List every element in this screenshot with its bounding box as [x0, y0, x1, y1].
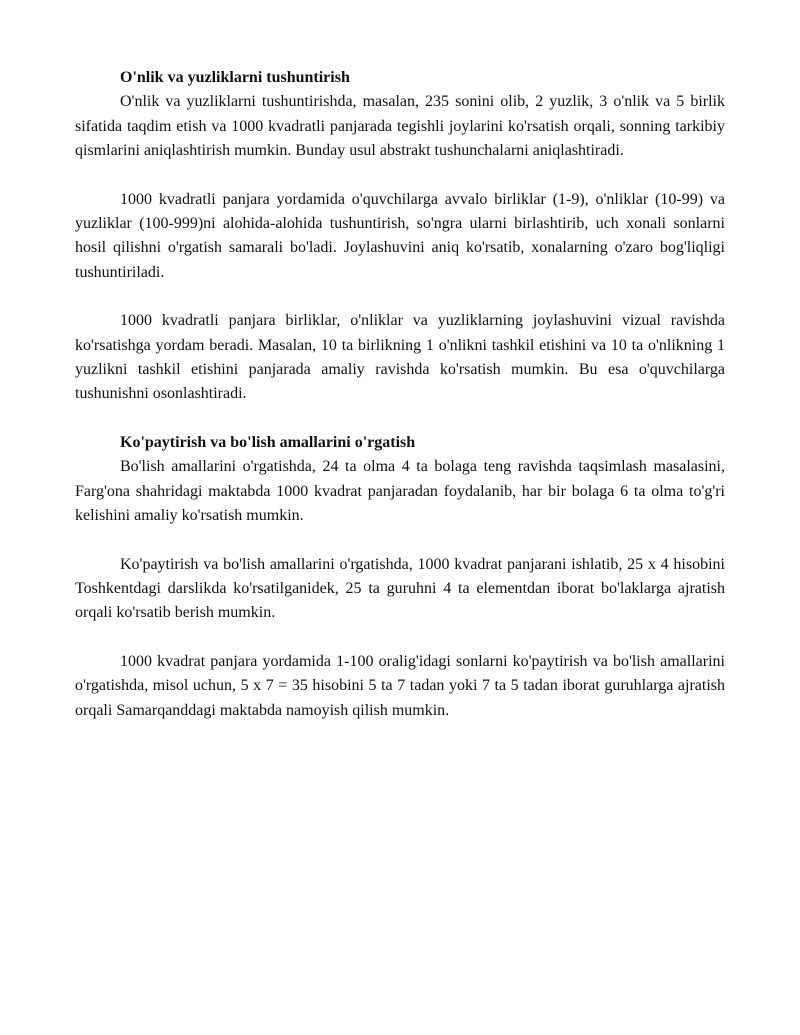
paragraph-place-value-3: 1000 kvadratli panjara birliklar, o'nliklar va yuzliklarning joylashuvini vizual ravishda ko'rsatishga yordam beradi. Masalan, 10 ta birlikning 1 o'nlikni tashkil etishini va 10 ta o'nlikning 1 yuzlikni tashkil etishini panjarada amaliy ravishda ko'rsatish mumkin. Bu esa o'quvchilarga tushunishni osonlashtiradi. — [75, 312, 725, 403]
document-body — [75, 66, 725, 723]
section-heading-place-value: O'nlik va yuzliklarni tushuntirish — [120, 69, 350, 86]
paragraph-place-value-2: 1000 kvadratli panjara yordamida o'quvchilarga avvalo birliklar (1-9), o'nliklar (10-99) va yuzliklar (100-999)ni alohida-alohida tushuntirish, so'ngra ularni birlashtirib, uch xonali sonlarni hosil qilishni o'rgatish samarali bo'ladi. Joylashuvini aniq ko'rsatib, xonalarning o'zaro bog'liqligi tushuntiriladi. — [75, 190, 725, 281]
paragraph-multiplication-division-2: Ko'paytirish va bo'lish amallarini o'rgatishda, 1000 kvadrat panjarani ishlatib, 25 x 4 hisobini Toshkentdagi darslikda ko'rsatilganidek, 25 ta guruhni 4 ta elementdan iborat bo'laklarga ajratish orqali ko'rsatib berish mumkin. — [75, 555, 725, 622]
section-heading-multiplication-division: Ko'paytirish va bo'lish amallarini o'rgatish — [120, 433, 416, 451]
paragraph-multiplication-division-1: Bo'lish amallarini o'rgatishda, 24 ta olma 4 ta bolaga teng ravishda taqsimlash masalasini, Farg'ona shahridagi maktabda 1000 kvadrat panjaradan foydalanib, har bir bolaga 6 ta olma to'g'ri kelishini amaliy ko'rsatish mumkin. — [75, 458, 725, 525]
paragraph-multiplication-division-3: 1000 kvadrat panjara yordamida 1-100 oralig'idagi sonlarni ko'paytirish va bo'lish amallarini o'rgatishda, misol uchun, 5 x 7 = 35 hisobini 5 ta 7 tadan yoki 7 ta 5 tadan iborat guruhlarga ajratish orqali Samarqanddagi maktabda namoyish qilish mumkin. — [75, 652, 725, 719]
paragraph-place-value-1: O'nlik va yuzliklarni tushuntirishda, masalan, 235 sonini olib, 2 yuzlik, 3 o'nlik va 5 birlik sifatida taqdim etish va 1000 kvadratli panjarada tegishli joylarini ko'rsatish orqali, sonning tarkibiy qismlarini aniqlashtirish mumkin. Bunday usul abstrakt tushunchalarni aniqlashtiradi. — [75, 93, 725, 160]
